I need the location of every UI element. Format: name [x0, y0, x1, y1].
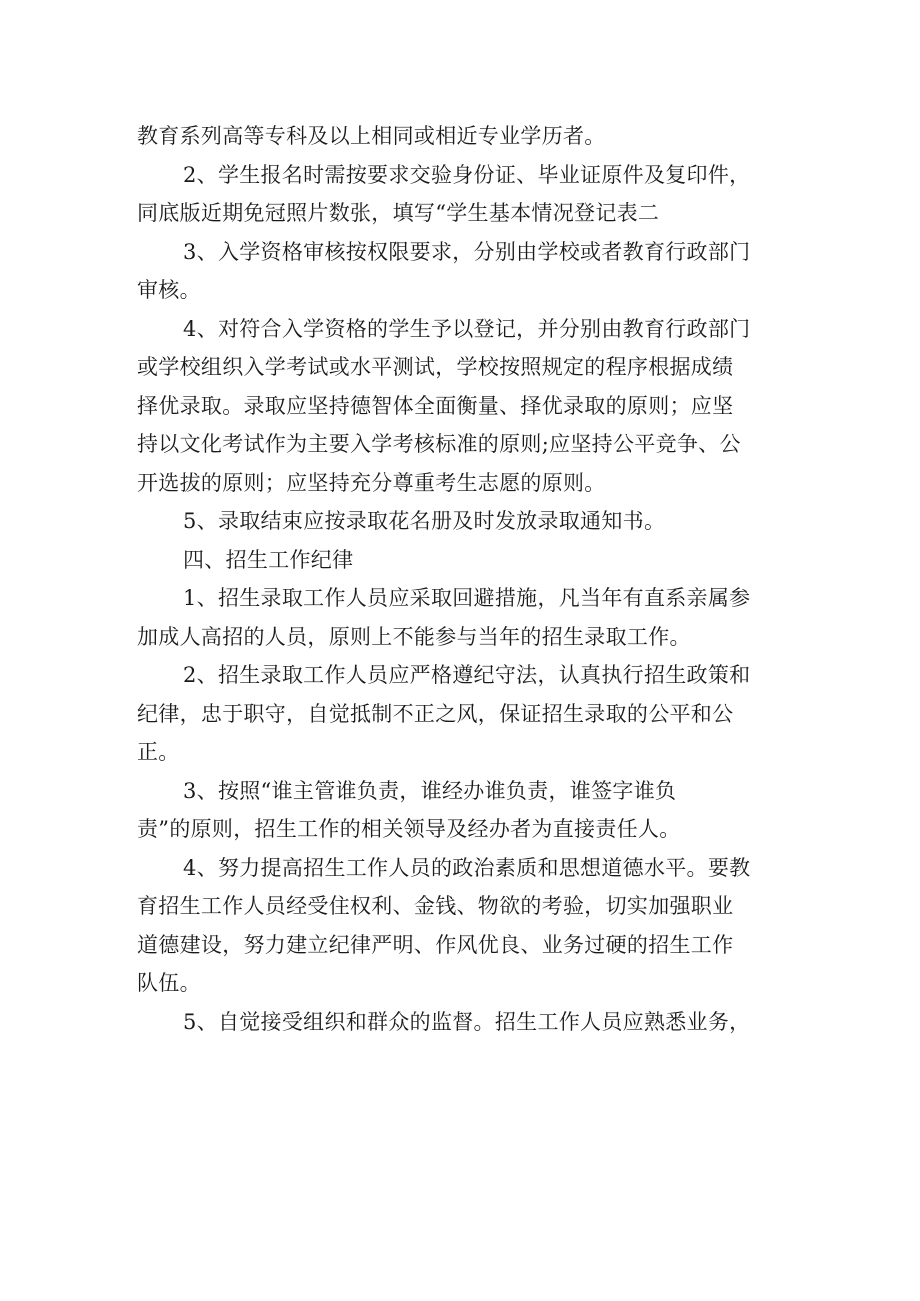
text-line: 1、招生录取工作人员应采取回避措施，凡当年有直系亲属参 — [183, 586, 751, 610]
text-line: 5、自觉接受组织和群众的监督。招生工作人员应熟悉业务， — [183, 1009, 751, 1034]
text-line: 择优录取。录取应坚持德智体全面衡量、择优录取的原则；应坚 — [137, 393, 734, 418]
text-line: 育招生工作人员经受住权利、金钱、物欲的考验，切实加强职业 — [137, 894, 734, 918]
text-line: 加成人高招的人员，原则上不能参与当年的招生录取工作。 — [137, 624, 691, 649]
document-body — [137, 117, 802, 1041]
text-line: 纪律，忠于职守，自觉抵制不正之风，保证招生录取的公平和公 — [137, 701, 734, 726]
text-line: 教育系列高等专科及以上相同或相近专业学历者。 — [137, 124, 606, 148]
section-heading: 四、招生工作纪律 — [183, 547, 354, 572]
text-line: 责”的原则，招生工作的相关领导及经办者为直接责任人。 — [137, 817, 681, 841]
text-line: 4、对符合入学资格的学生予以登记，并分别由教育行政部门 — [183, 316, 751, 341]
text-line: 4、努力提高招生工作人员的政治素质和思想道德水平。要教 — [183, 855, 751, 880]
text-line: 审核。 — [137, 278, 201, 302]
text-line: 3、入学资格审核按权限要求，分别由学校或者教育行政部门 — [183, 239, 751, 264]
text-line: 持以文化考试作为主要入学考核标准的原则;应坚持公平竞争、公 — [137, 432, 741, 456]
text-line: 队伍。 — [137, 971, 201, 995]
text-line: 同底版近期免冠照片数张，填写“学生基本情况登记表二 — [137, 201, 660, 225]
text-line: 或学校组织入学考试或水平测试，学校按照规定的程序根据成绩 — [137, 355, 734, 379]
text-line: 2、学生报名时需按要求交验身份证、毕业证原件及复印件， — [183, 162, 751, 187]
text-line: 5、录取结束应按录取花名册及时发放录取通知书。 — [183, 509, 666, 533]
text-line: 道德建设，努力建立纪律严明、作风优良、业务过硬的招生工作 — [137, 932, 734, 957]
text-line: 2、招生录取工作人员应严格遵纪守法，认真执行招生政策和 — [183, 663, 751, 687]
text-line: 正。 — [137, 740, 180, 764]
text-line: 开选拔的原则；应坚持充分尊重考生志愿的原则。 — [137, 470, 606, 495]
text-line: 3、按照“谁主管谁负责，谁经办谁负责，谁签字谁负 — [183, 778, 677, 803]
